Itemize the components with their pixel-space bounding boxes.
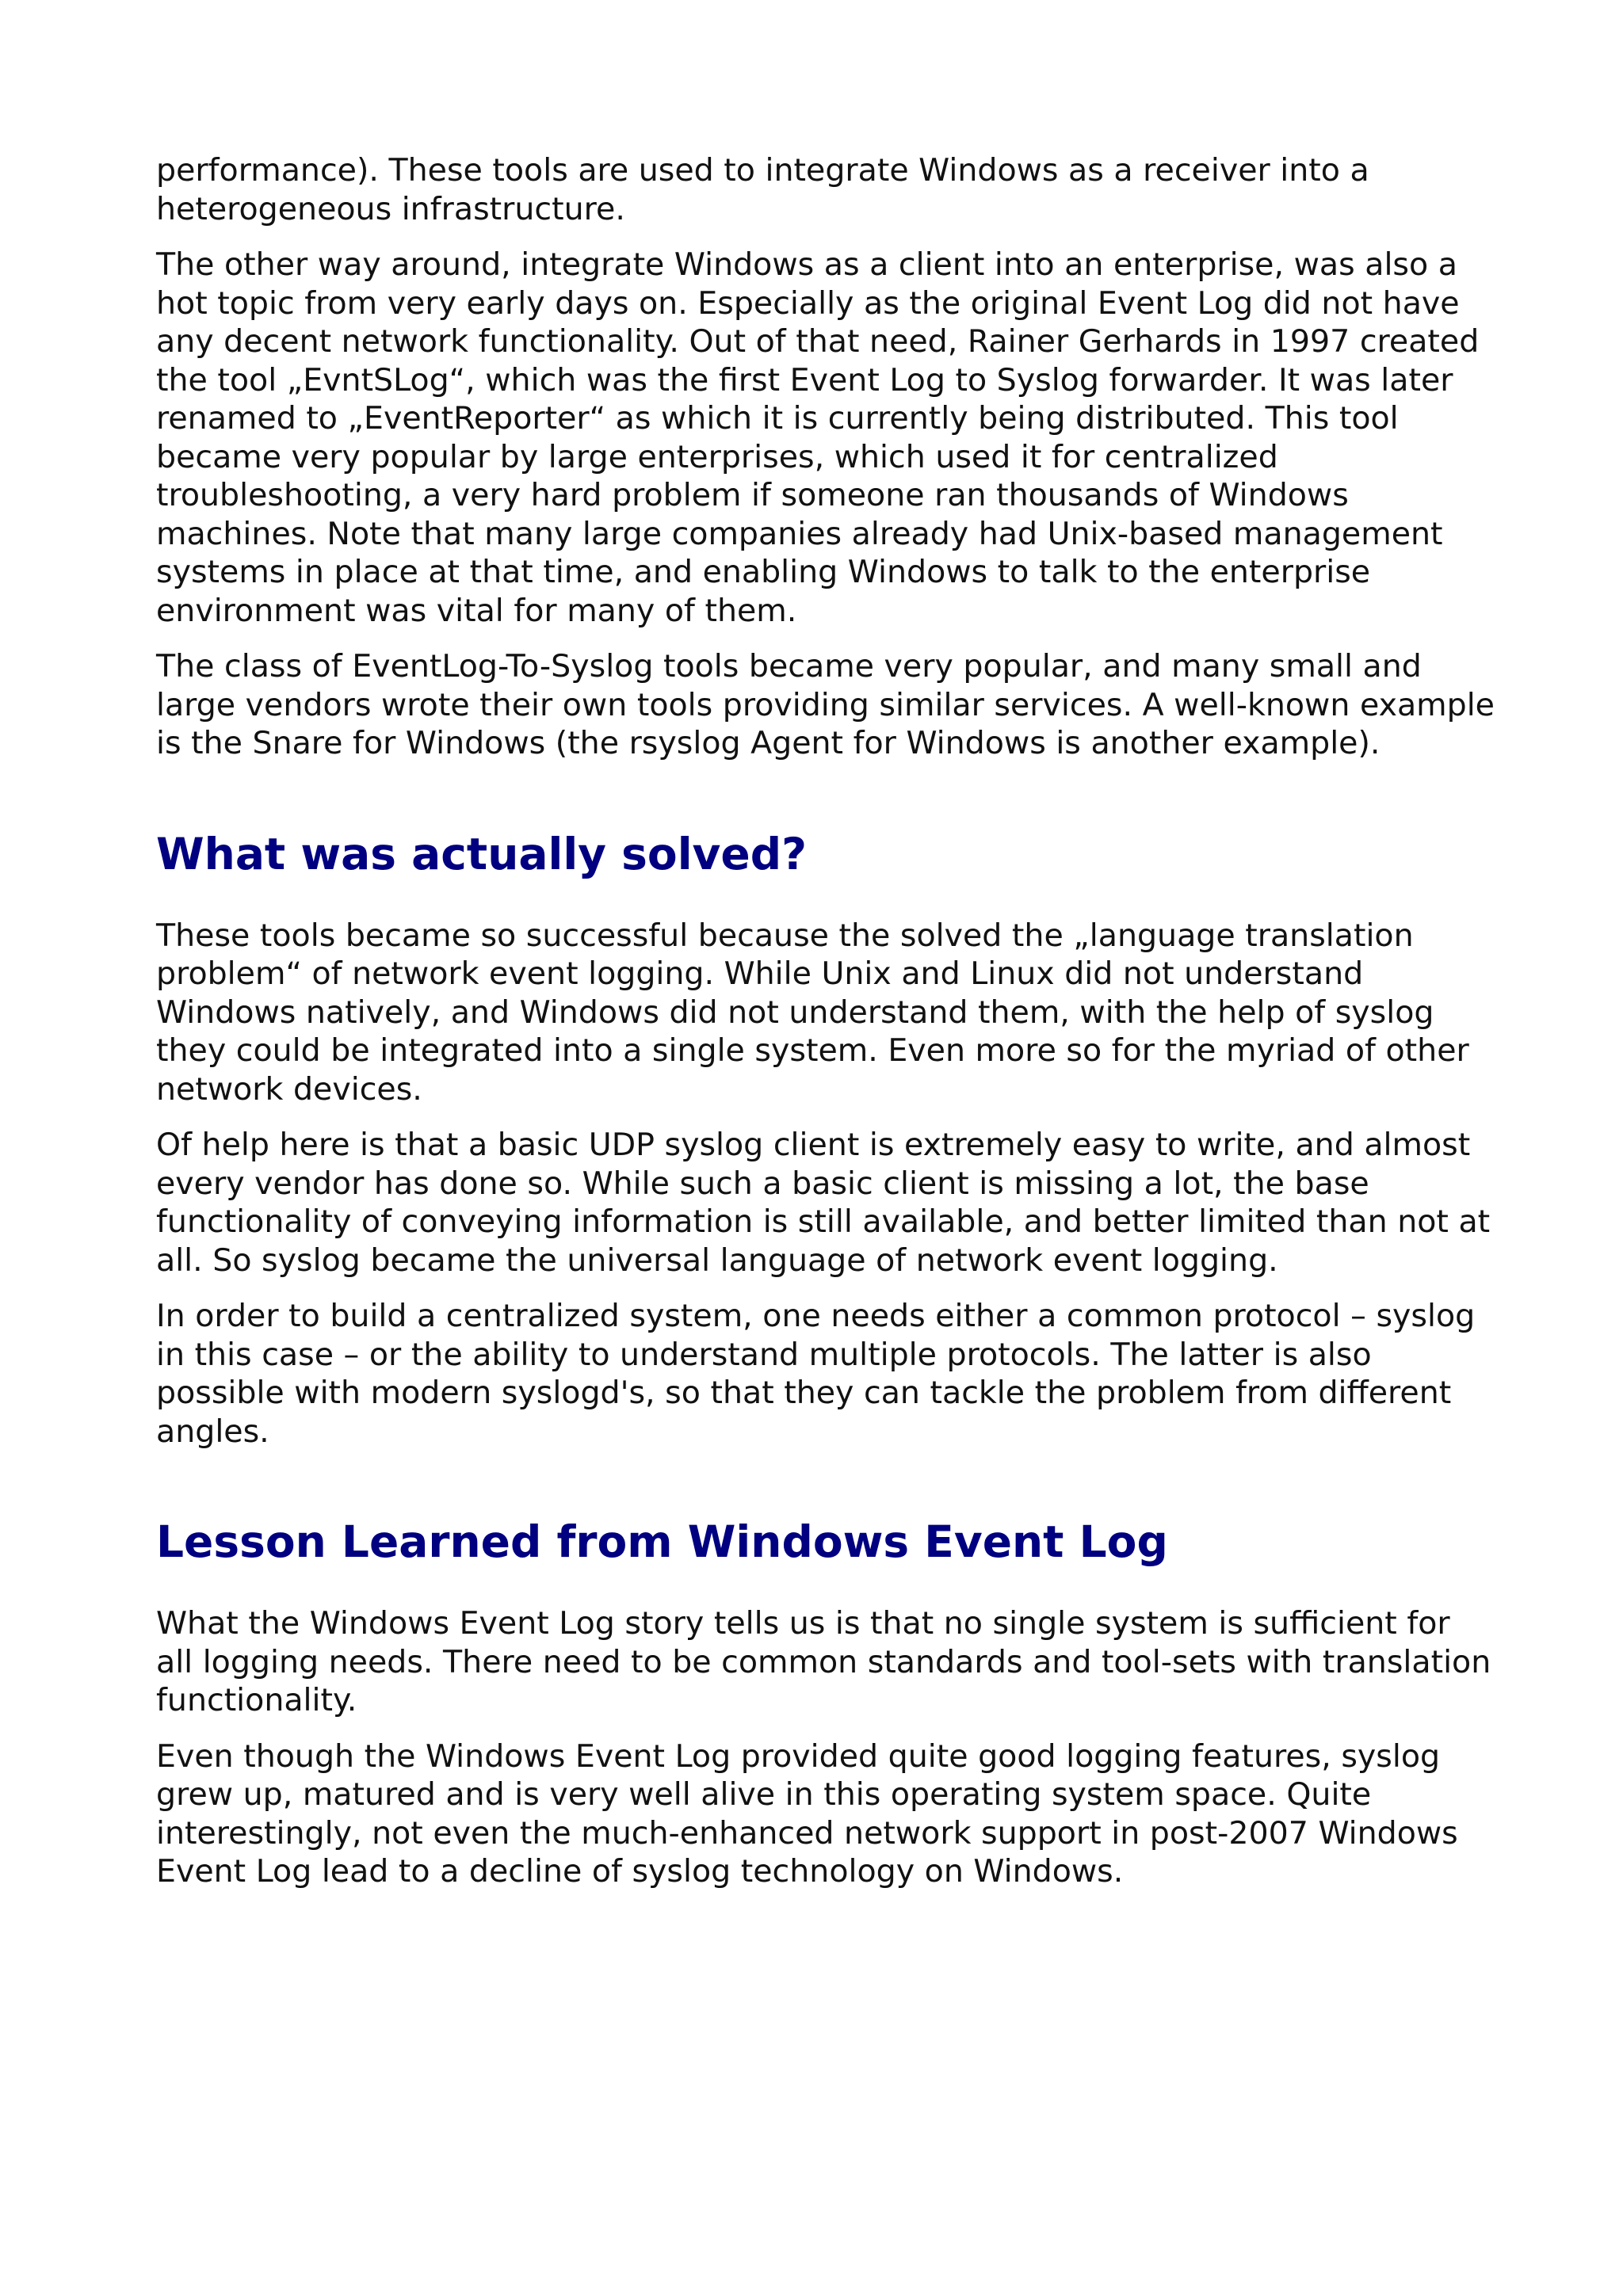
paragraph: The other way around, integrate Windows as a client into an enterprise, was also a hot topic from very early days on. Especially as the original Event Log did not have any decent network functionality. Out of that need, Rainer Gerhards in 1997 created the tool „EvntSLog“, which was the first Event Log to Syslog forwarder. It was later renamed to „EventReporter“ as which it is currently being distributed. This tool became very popular by large enterprises, which used it for centralized troubleshooting, a very hard problem if someone ran thousands of Windows machines. Note that many large companies already had Unix-based management systems in place at that time, and enabling Windows to talk to the enterprise environment was vital for many of them. — [156, 246, 1480, 629]
section-heading: What was actually solved? — [156, 828, 807, 879]
paragraph: performance). These tools are used to integrate Windows as a receiver into a heterogeneous infrastructure. — [156, 152, 1369, 227]
intro-section — [156, 151, 1495, 763]
document-page — [156, 151, 1495, 1909]
paragraph: The class of EventLog-To-Syslog tools became very popular, and many small and large vendors wrote their own tools providing similar services. A well-known example is the Snare for Windows (the rsyslog Agent for Windows is another example). — [156, 648, 1495, 761]
paragraph: Even though the Windows Event Log provided quite good logging features, syslog grew up, matured and is very well alive in this operating system space. Quite interestingly, not even the much-enhanced network support in post-2007 Windows Event Log lead to a decline of syslog technology on Windows. — [156, 1737, 1458, 1890]
paragraph: What the Windows Event Log story tells us is that no single system is sufficient for all logging needs. There need to be common standards and tool-sets with translation functionality. — [156, 1605, 1491, 1718]
what-was-solved-section — [156, 828, 1495, 1451]
lesson-learned-section — [156, 1516, 1495, 1891]
section-heading: Lesson Learned from Windows Event Log — [156, 1516, 1168, 1567]
paragraph: These tools became so successful because the solved the „language translation problem“ of network event logging. While Unix and Linux did not understand Windows natively, and Windows did not understand them, with the help of syslog they could be integrated into a single system. Even more so for the myriad of other network devices. — [156, 917, 1469, 1108]
paragraph: Of help here is that a basic UDP syslog client is extremely easy to write, and almost every vendor has done so. While such a basic client is missing a lot, the base functionality of conveying information is still available, and better limited than not at all. So syslog became the universal language of network event logging. — [156, 1127, 1491, 1279]
paragraph: In order to build a centralized system, one needs either a common protocol – syslog in this case – or the ability to understand multiple protocols. The latter is also possible with modern syslogd's, so that they can tackle the problem from different angles. — [156, 1298, 1476, 1450]
